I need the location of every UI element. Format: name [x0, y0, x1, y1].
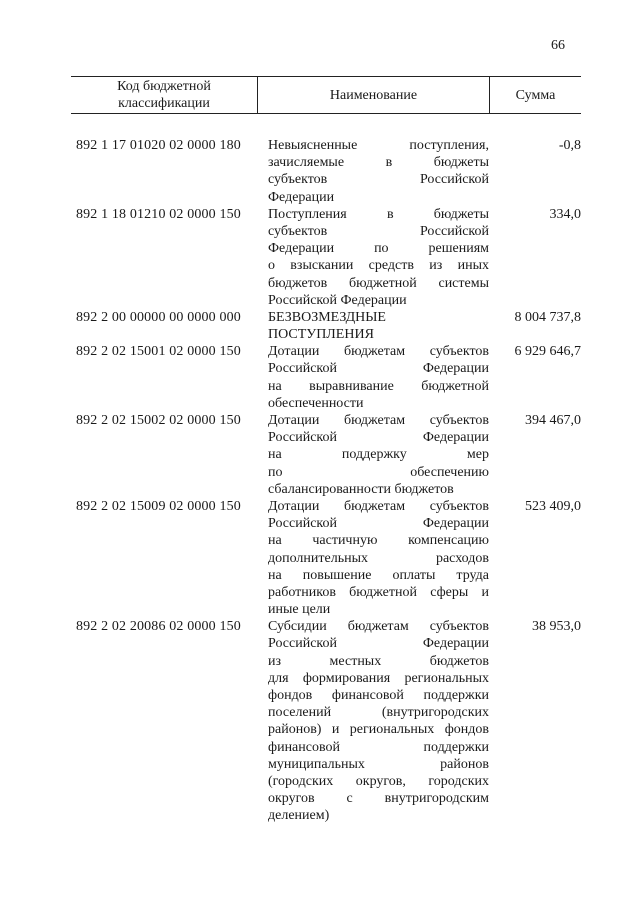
item-name-line: Дотации бюджетам субъектов: [268, 498, 489, 514]
item-name-line: округов с внутригородским: [268, 791, 489, 807]
budget-code: 892 1 18 01210 02 0000 150: [76, 206, 241, 222]
header-sum: Сумма: [515, 87, 556, 103]
item-name-line: финансовой поддержки: [268, 739, 489, 755]
header-name: Наименование: [258, 77, 490, 113]
item-name-line: по обеспечению: [268, 464, 489, 480]
item-name: [268, 137, 489, 206]
item-name-line: Субсидии бюджетам субъектов: [268, 619, 489, 635]
item-name-line: сбалансированности бюджетов: [268, 481, 454, 497]
budget-code: 892 2 00 00000 00 0000 000: [76, 309, 241, 325]
amount: -0,8: [558, 138, 581, 153]
item-name-line: Дотации бюджетам субъектов: [268, 413, 489, 428]
table-row: [76, 309, 581, 343]
item-name-line: обеспеченности: [268, 395, 364, 411]
table-row: [76, 137, 581, 206]
amount: 334,0: [549, 206, 581, 222]
item-name-line: фондов финансовой поддержки: [268, 688, 489, 703]
amount: 8 004 737,8: [514, 309, 581, 325]
table-row: [76, 618, 581, 824]
table-body: [76, 137, 581, 825]
item-name: [268, 412, 489, 498]
budget-code: 892 1 17 01020 02 0000 180: [76, 138, 241, 153]
item-name-line: делением): [268, 808, 330, 824]
item-name-line: Дотации бюджетам субъектов: [268, 344, 489, 360]
amount: 394 467,0: [525, 413, 581, 428]
item-name-line: Российской Федерации: [268, 430, 489, 446]
budget-code: 892 2 02 15001 02 0000 150: [76, 344, 241, 360]
item-name: [268, 309, 489, 343]
item-name-line: работников бюджетной сферы и: [268, 584, 489, 600]
item-name-line: Российской Федерации: [268, 361, 489, 377]
item-name-line: ПОСТУПЛЕНИЯ: [268, 327, 374, 343]
page-number: 66: [551, 38, 565, 53]
item-name-line: субъектов Российской: [268, 223, 489, 239]
item-name: [268, 206, 489, 309]
item-name-line: о взыскании средств из иных: [268, 258, 489, 274]
budget-code: 892 2 02 15009 02 0000 150: [76, 498, 241, 514]
item-name-line: на повышение оплаты труда: [268, 567, 489, 583]
item-name-line: иные цели: [268, 602, 331, 618]
header-code-line: классификации: [118, 96, 210, 111]
amount: 6 929 646,7: [514, 344, 581, 360]
amount: 38 953,0: [532, 619, 581, 635]
table-row: [76, 343, 581, 412]
item-name: [268, 618, 489, 824]
table-row: [76, 412, 581, 498]
item-name-line: поселений (внутригородских: [268, 705, 489, 721]
item-name-line: на частичную компенсацию: [268, 533, 489, 549]
item-name-line: Российской Федерации: [268, 516, 489, 532]
header-code-line: Код бюджетной: [117, 79, 211, 94]
table-row: [76, 498, 581, 618]
item-name: [268, 343, 489, 412]
item-name-line: из местных бюджетов: [268, 653, 489, 669]
item-name-line: Федерации: [268, 189, 335, 205]
item-name-line: районов) и региональных фондов: [268, 722, 489, 738]
item-name-line: зачисляемые в бюджеты: [268, 155, 489, 171]
item-name-line: муниципальных районов: [268, 756, 489, 772]
item-name-line: (городских округов, городских: [268, 773, 489, 789]
budget-code: 892 2 02 20086 02 0000 150: [76, 619, 241, 635]
item-name-line: БЕЗВОЗМЕЗДНЫЕ: [268, 309, 386, 325]
item-name-line: для формирования региональных: [268, 670, 489, 686]
table-row: [76, 206, 581, 309]
item-name-line: субъектов Российской: [268, 172, 489, 188]
amount: 523 409,0: [525, 498, 581, 514]
header-code: [71, 77, 258, 113]
item-name-line: Невыясненные поступления,: [268, 138, 489, 153]
item-name-line: на поддержку мер: [268, 447, 489, 463]
item-name-line: Российской Федерации: [268, 292, 407, 308]
item-name-line: Федерации по решениям: [268, 241, 489, 257]
budget-code: 892 2 02 15002 02 0000 150: [76, 413, 241, 428]
table-header: [71, 76, 581, 114]
item-name-line: на выравнивание бюджетной: [268, 378, 489, 394]
item-name-line: Поступления в бюджеты: [268, 206, 489, 222]
item-name-line: бюджетов бюджетной системы: [268, 275, 489, 291]
item-name-line: Российской Федерации: [268, 636, 489, 652]
item-name: [268, 498, 489, 618]
item-name-line: дополнительных расходов: [268, 550, 489, 566]
